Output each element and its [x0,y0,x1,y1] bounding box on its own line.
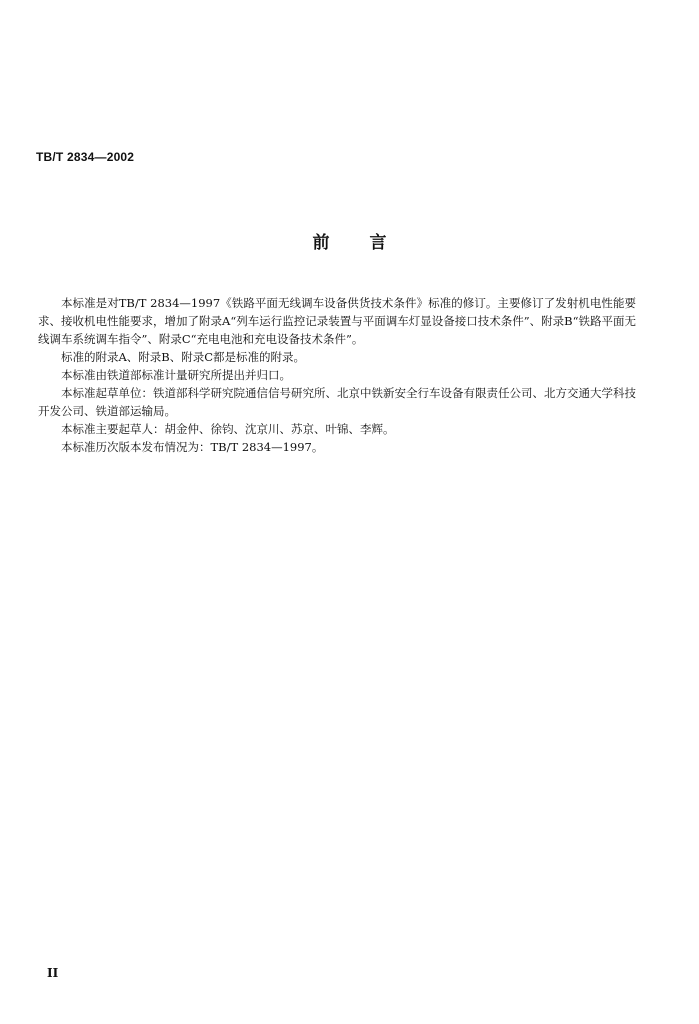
paragraph-appendices: 标准的附录A、附录B、附录C都是标准的附录。 [61,350,306,364]
page-number: II [47,966,59,980]
paragraph-drafting-units: 本标准起草单位：铁道部科学研究院通信信号研究所、北京中铁新安全行车设备有限责任公司、北方交通大学科技开发公司、铁道部运输局。 [38,386,636,418]
paragraph-proposer: 本标准由铁道部标准计量研究所提出并归口。 [61,368,291,382]
standard-number: TB/T 2834—2002 [36,150,135,164]
paragraph-revision-summary: 本标准是对TB/T 2834—1997《铁路平面无线调车设备供货技术条件》标准的修订。主要修订了发射机电性能要求、接收机电性能要求，增加了附录A“列车运行监控记录装置与平面调车灯显设备接口技术条件”、附录B“铁路平面无线调车系统调车指令”、附录C“充电电池和充电设备技术条件”。 [38,296,636,346]
preface-body [38,294,636,456]
page-title: 前言 [312,233,427,253]
paragraph-drafters: 本标准主要起草人：胡金仲、徐钧、沈京川、苏京、叶锦、李辉。 [61,422,395,436]
paragraph-edition-history: 本标准历次版本发布情况为：TB/T 2834—1997。 [61,440,324,454]
